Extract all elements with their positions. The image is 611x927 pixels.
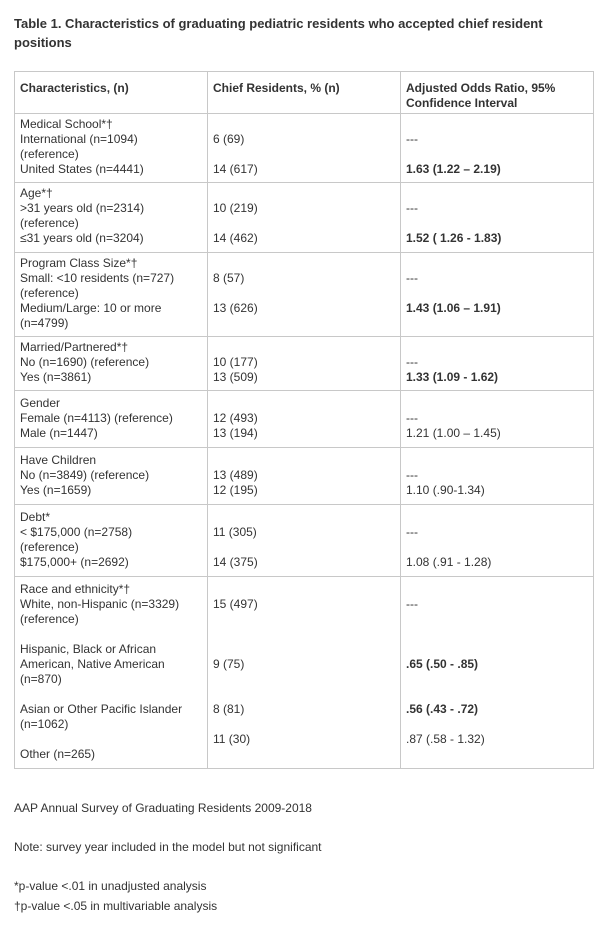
row-label: American, Native American bbox=[20, 657, 165, 671]
value: 13 (194) bbox=[213, 426, 258, 440]
row-title: Race and ethnicity*† bbox=[20, 582, 131, 596]
table-row-class-size bbox=[15, 253, 594, 337]
cell-chief-residents bbox=[208, 577, 401, 769]
value: 11 (305) bbox=[213, 525, 257, 539]
table-row-age bbox=[15, 183, 594, 253]
value: 8 (81) bbox=[213, 702, 245, 716]
row-title: Gender bbox=[20, 396, 61, 410]
cell-characteristic bbox=[15, 577, 208, 769]
row-label: (reference) bbox=[20, 216, 79, 230]
value: 13 (489) bbox=[213, 468, 258, 482]
row-title: Debt* bbox=[20, 510, 51, 524]
table-caption: Table 1. Characteristics of graduating pediatric residents who accepted chief resident positions bbox=[14, 16, 543, 50]
value: --- bbox=[406, 411, 418, 425]
row-label: Female (n=4113) (reference) bbox=[20, 411, 173, 425]
value: 1.33 (1.09 - 1.62) bbox=[406, 370, 499, 384]
value: .65 (.50 - .85) bbox=[406, 657, 479, 671]
value: 15 (497) bbox=[213, 597, 258, 611]
row-title: Age*† bbox=[20, 186, 53, 200]
value: --- bbox=[406, 525, 418, 539]
value: .87 (.58 - 1.32) bbox=[406, 732, 485, 746]
cell-chief-residents bbox=[208, 183, 401, 253]
header-odds-ratio: Adjusted Odds Ratio, 95% Confidence Interval bbox=[401, 72, 594, 114]
value: --- bbox=[406, 355, 418, 369]
cell-characteristic bbox=[15, 391, 208, 448]
row-label: >31 years old (n=2314) bbox=[20, 201, 145, 215]
table-row-race bbox=[15, 577, 594, 769]
value: 6 (69) bbox=[213, 132, 245, 146]
row-label: No (n=1690) (reference) bbox=[20, 355, 150, 369]
row-title: Program Class Size*† bbox=[20, 256, 138, 270]
row-label: White, non-Hispanic (n=3329) bbox=[20, 597, 180, 611]
table-row-debt bbox=[15, 505, 594, 577]
value: --- bbox=[406, 132, 418, 146]
footnote-unadjusted: *p-value <.01 in unadjusted analysis bbox=[14, 879, 207, 893]
row-label: ≤31 years old (n=3204) bbox=[20, 231, 144, 245]
row-label: Asian or Other Pacific Islander bbox=[20, 702, 183, 716]
row-label: Male (n=1447) bbox=[20, 426, 98, 440]
row-title: Medical School*† bbox=[20, 117, 113, 131]
row-label: $175,000+ (n=2692) bbox=[20, 555, 129, 569]
cell-odds-ratio bbox=[401, 114, 594, 183]
value: 12 (493) bbox=[213, 411, 258, 425]
cell-chief-residents bbox=[208, 253, 401, 337]
header-characteristics: Characteristics, (n) bbox=[15, 72, 208, 114]
value: 13 (509) bbox=[213, 370, 258, 384]
cell-characteristic bbox=[15, 114, 208, 183]
cell-chief-residents bbox=[208, 114, 401, 183]
value: --- bbox=[406, 468, 418, 482]
header-chief-residents: Chief Residents, % (n) bbox=[208, 72, 401, 114]
row-label: (reference) bbox=[20, 612, 79, 626]
row-label: Other (n=265) bbox=[20, 747, 96, 761]
value: 1.21 (1.00 – 1.45) bbox=[406, 426, 501, 440]
cell-odds-ratio bbox=[401, 505, 594, 577]
row-label: (reference) bbox=[20, 540, 79, 554]
table-row-medical-school bbox=[15, 114, 594, 183]
value: 11 (30) bbox=[213, 732, 251, 746]
value: 1.43 (1.06 – 1.91) bbox=[406, 301, 501, 315]
value: 9 (75) bbox=[213, 657, 245, 671]
row-label: Yes (n=1659) bbox=[20, 483, 92, 497]
value: --- bbox=[406, 597, 418, 611]
value: 10 (177) bbox=[213, 355, 258, 369]
table-row-children bbox=[15, 448, 594, 505]
cell-characteristic bbox=[15, 183, 208, 253]
value: --- bbox=[406, 271, 418, 285]
cell-chief-residents bbox=[208, 337, 401, 391]
value: 1.10 (.90-1.34) bbox=[406, 483, 485, 497]
value: 14 (617) bbox=[213, 162, 258, 176]
cell-characteristic bbox=[15, 253, 208, 337]
row-title: Married/Partnered*† bbox=[20, 340, 129, 354]
row-label: Small: <10 residents (n=727) bbox=[20, 271, 175, 285]
cell-odds-ratio bbox=[401, 253, 594, 337]
table-row-married bbox=[15, 337, 594, 391]
value: --- bbox=[406, 201, 418, 215]
cell-characteristic bbox=[15, 448, 208, 505]
row-label: Hispanic, Black or African bbox=[20, 642, 157, 656]
value: 1.63 (1.22 – 2.19) bbox=[406, 162, 501, 176]
row-label: Medium/Large: 10 or more bbox=[20, 301, 162, 315]
value: .56 (.43 - .72) bbox=[406, 702, 479, 716]
cell-chief-residents bbox=[208, 505, 401, 577]
value: 14 (375) bbox=[213, 555, 258, 569]
row-label: Yes (n=3861) bbox=[20, 370, 92, 384]
table-row-gender bbox=[15, 391, 594, 448]
cell-odds-ratio bbox=[401, 337, 594, 391]
row-title: Have Children bbox=[20, 453, 97, 467]
cell-characteristic bbox=[15, 337, 208, 391]
cell-odds-ratio bbox=[401, 577, 594, 769]
value: 8 (57) bbox=[213, 271, 245, 285]
value: 10 (219) bbox=[213, 201, 258, 215]
cell-odds-ratio bbox=[401, 391, 594, 448]
characteristics-table bbox=[14, 71, 594, 769]
model-note: Note: survey year included in the model but not significant bbox=[14, 840, 322, 854]
row-label: (n=4799) bbox=[20, 316, 69, 330]
row-label: (reference) bbox=[20, 147, 79, 161]
value: 1.52 ( 1.26 - 1.83) bbox=[406, 231, 502, 245]
cell-chief-residents bbox=[208, 448, 401, 505]
row-label: (n=1062) bbox=[20, 717, 69, 731]
row-label: United States (n=4441) bbox=[20, 162, 144, 176]
value: 1.08 (.91 - 1.28) bbox=[406, 555, 492, 569]
value: 13 (626) bbox=[213, 301, 258, 315]
footnote-multivariable: †p-value <.05 in multivariable analysis bbox=[14, 899, 218, 913]
source-note: AAP Annual Survey of Graduating Residents 2009-2018 bbox=[14, 801, 312, 815]
value: 12 (195) bbox=[213, 483, 258, 497]
cell-characteristic bbox=[15, 505, 208, 577]
row-label: No (n=3849) (reference) bbox=[20, 468, 150, 482]
cell-odds-ratio bbox=[401, 448, 594, 505]
value: 14 (462) bbox=[213, 231, 258, 245]
row-label: International (n=1094) bbox=[20, 132, 138, 146]
cell-chief-residents bbox=[208, 391, 401, 448]
row-label: < $175,000 (n=2758) bbox=[20, 525, 133, 539]
cell-odds-ratio bbox=[401, 183, 594, 253]
table-header-row bbox=[15, 72, 594, 114]
row-label: (reference) bbox=[20, 286, 79, 300]
row-label: (n=870) bbox=[20, 672, 62, 686]
